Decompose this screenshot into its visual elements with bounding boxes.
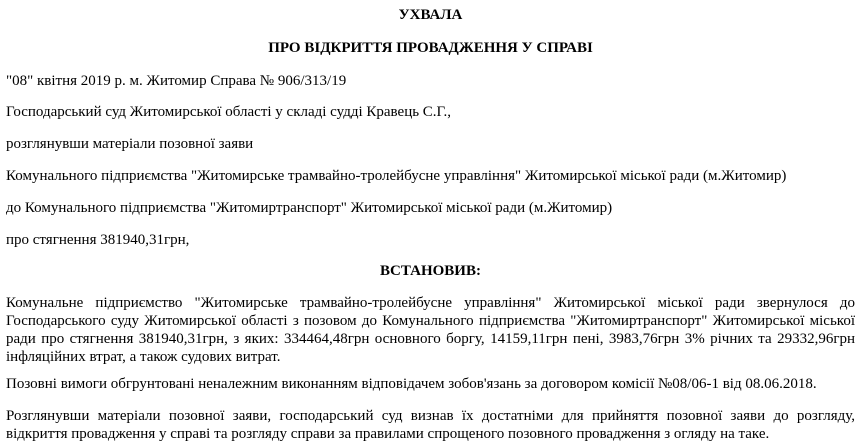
reviewing-line: розглянувши матеріали позовної заяви	[6, 136, 254, 152]
established-heading: ВСТАНОВИВ:	[380, 263, 481, 279]
claim-amount-line: про стягнення 381940,31грн,	[6, 232, 190, 248]
court-composition-line: Господарський суд Житомирської області у складі судді Кравець С.Г.,	[6, 104, 452, 120]
paragraph-decision: Розглянувши матеріали позовної заяви, господарський суд визнав їх достатніми для прийняття позовної заяви до розгляду, відкриття провадження у справі та розгляду справи за правилами спрощеного позовного провадження з огляду на таке.	[6, 408, 855, 442]
document-subtitle: ПРО ВІДКРИТТЯ ПРОВАДЖЕННЯ У СПРАВІ	[268, 40, 593, 56]
date-and-case-line: "08" квітня 2019 р. м. Житомир Справа № 906/313/19	[6, 73, 347, 89]
paragraph-claim-details: Комунальне підприємство "Житомирське трамвайно-тролейбусне управління" Житомирської міської ради звернулося до Господарського суду Житомирської області з позовом до Комунального підприємства "Житомиртранспорт" Житомирської міської ради про стягнення 381940,31грн, з яких: 334464,48грн основного боргу, 14159,11грн пені, 3983,76грн 3% річних та 29332,96грн інфляційних втрат, а також судових витрат.	[6, 295, 855, 365]
plaintiff-line: Комунального підприємства "Житомирське трамвайно-тролейбусне управління" Житомирської міської ради (м.Житомир)	[6, 168, 787, 184]
defendant-line: до Комунального підприємства "Житомиртранспорт" Житомирської міської ради (м.Житомир)	[6, 200, 613, 216]
document-title: УХВАЛА	[398, 7, 463, 23]
paragraph-grounds: Позовні вимоги обгрунтовані неналежним виконанням відповідачем зобов'язань за договором комісії №08/06-1 від 08.06.2018.	[6, 376, 817, 392]
